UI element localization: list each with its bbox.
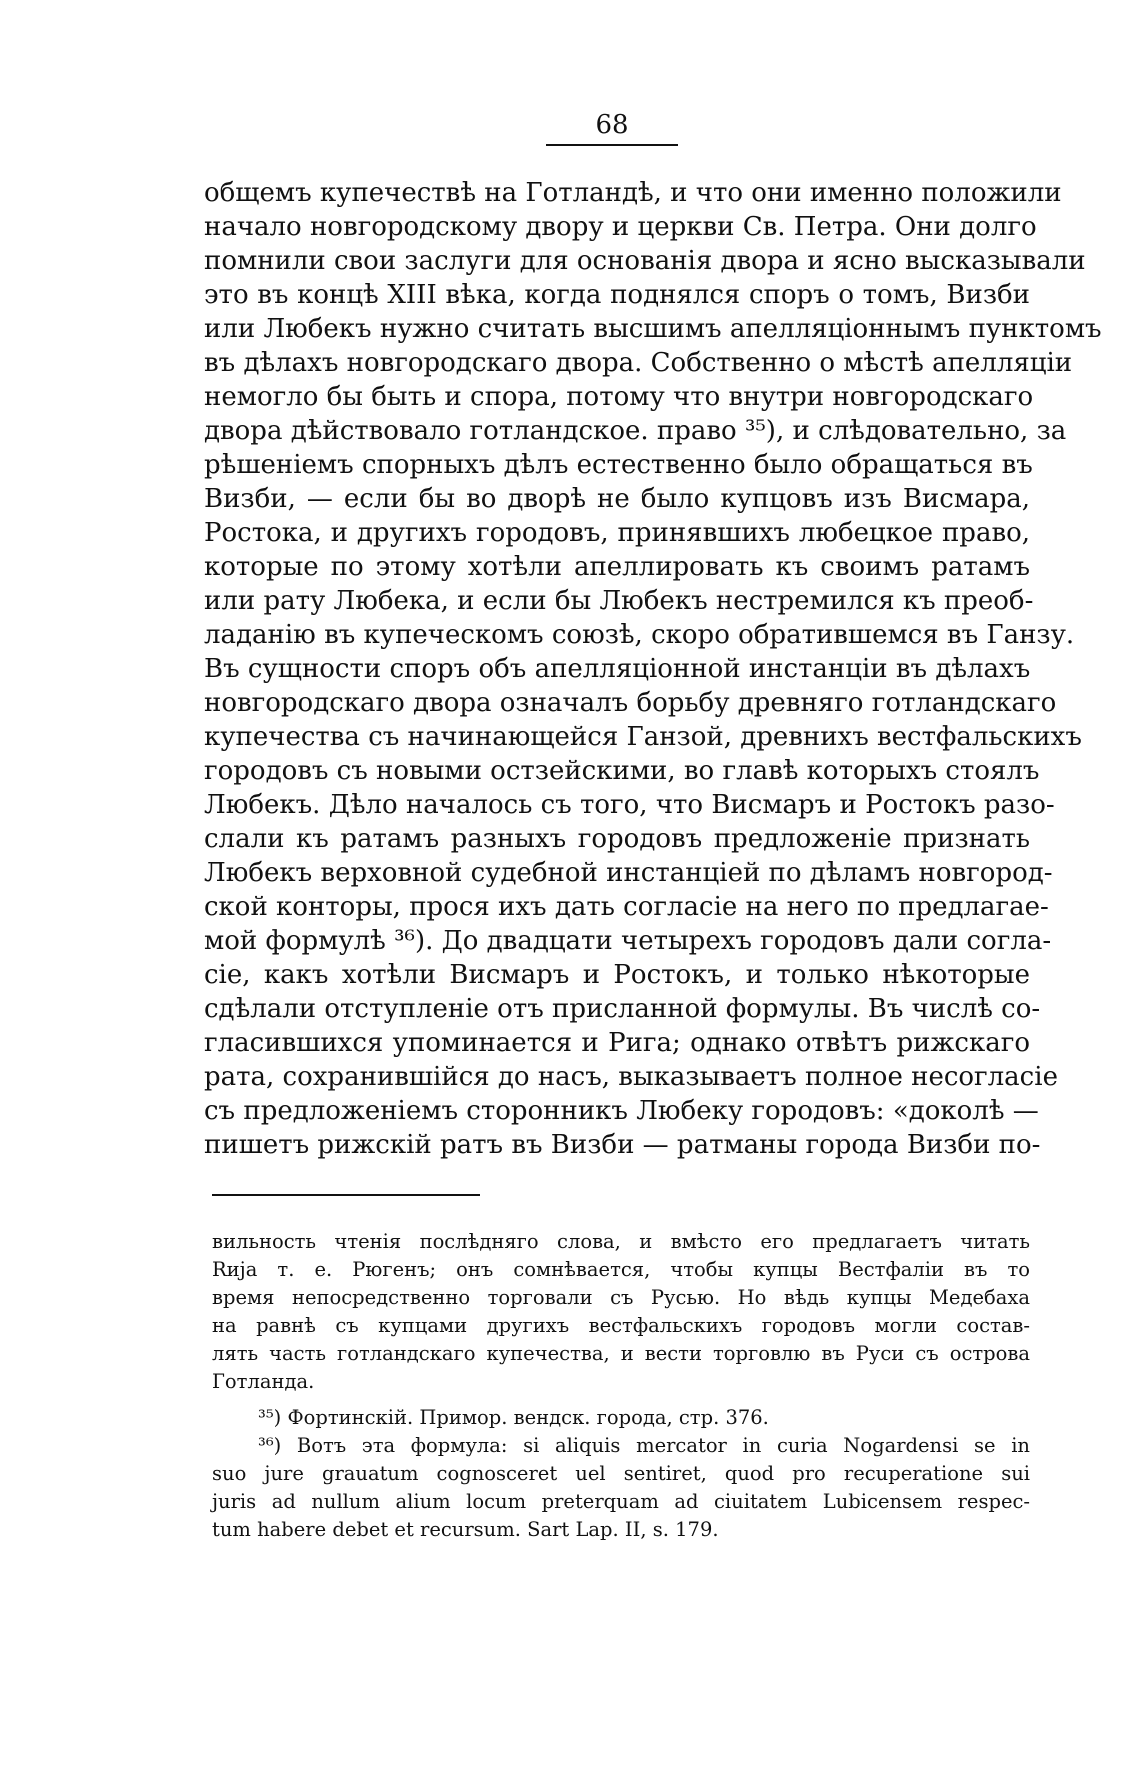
- text-line: Ростока, и другихъ городовъ, принявшихъ любецкое право,: [204, 518, 1030, 548]
- text-line: городовъ съ новыми остзейскими, во главѣ которыхъ стоялъ: [204, 756, 1040, 786]
- text-line: гласившихся упоминается и Рига; однако отвѣтъ рижскаго: [204, 1028, 1030, 1058]
- text-line: рата, сохранившійся до насъ, выказываетъ полное несогласіе: [204, 1062, 1058, 1092]
- text-line: мой формулѣ ³⁶). До двадцати четырехъ городовъ дали согла-: [204, 926, 1052, 956]
- footnote-line: лять часть готландскаго купечества, и вести торговлю въ Руси съ острова: [212, 1342, 1030, 1365]
- footnote-line: время непосредственно торговали съ Русью. Но вѣдь купцы Медебаха: [212, 1286, 1030, 1309]
- footnote-36-line: ³⁶) Вотъ эта формула: si aliquis mercator in curia Nogardensi se in: [258, 1434, 1030, 1457]
- text-line: пишетъ рижскій ратъ въ Визби — ратманы города Визби по-: [204, 1130, 1041, 1160]
- text-line: это въ концѣ XIII вѣка, когда поднялся споръ о томъ, Визби: [204, 280, 1030, 310]
- footnote-36-line: tum habere debet et recursum. Sart Lap. II, s. 179.: [212, 1518, 719, 1541]
- footnote-line: на равнѣ съ купцами другихъ вестфальскихъ городовъ могли состав-: [212, 1314, 1030, 1337]
- text-line: немогло бы быть и спора, потому что внутри новгородскаго: [204, 382, 1034, 412]
- text-line: Въ сущности споръ объ апелляціонной инстанціи въ дѣлахъ: [204, 654, 1031, 684]
- text-line: рѣшеніемъ спорныхъ дѣлъ естественно было обращаться въ: [204, 450, 1033, 480]
- footnote-35: ³⁵) Фортинскій. Примор. вендск. города, стр. 376.: [258, 1406, 769, 1429]
- text-line: въ дѣлахъ новгородскаго двора. Собственно о мѣстѣ апелляціи: [204, 348, 1073, 378]
- text-line: Любекъ. Дѣло началось съ того, что Висмаръ и Ростокъ разо-: [204, 790, 1055, 820]
- footnote-line: Готланда.: [212, 1370, 315, 1393]
- text-line: двора дѣйствовало готландское. право ³⁵), и слѣдовательно, за: [204, 416, 1067, 446]
- text-line: которые по этому хотѣли апеллировать къ своимъ ратамъ: [204, 552, 1030, 582]
- text-line: ской конторы, прося ихъ дать согласіе на него по предлагае-: [204, 892, 1049, 922]
- text-line: ладанію въ купеческомъ союзѣ, скоро обратившемся въ Ганзу.: [204, 620, 1075, 650]
- main-text: [204, 176, 1102, 1162]
- text-line: купечества съ начинающейся Ганзой, древнихъ вестфальскихъ: [204, 722, 1082, 752]
- footnote-line: Rиja т. е. Рюгенъ; онъ сомнѣвается, чтобы купцы Вестфаліи въ то: [212, 1258, 1030, 1281]
- text-line: Любекъ верховной судебной инстанціей по дѣламъ новгород-: [204, 858, 1053, 888]
- text-line: съ предложеніемъ сторонникъ Любеку городовъ: «доколѣ —: [204, 1096, 1039, 1126]
- text-line: помнили свои заслуги для основанія двора и ясно высказывали: [204, 246, 1086, 276]
- text-line: начало новгородскому двору и церкви Св. Петра. Они долго: [204, 212, 1037, 242]
- text-line: или Любекъ нужно считать высшимъ апелляціоннымъ пунктомъ: [204, 314, 1102, 344]
- text-line: общемъ купечествѣ на Готландѣ, и что они именно положили: [204, 178, 1062, 208]
- footnote-36-line: suo jure grauatum cognosceret uel sentiret, quod pro recuperatione sui: [212, 1462, 1030, 1485]
- text-line: сдѣлали отступленіе отъ присланной формулы. Въ числѣ со-: [204, 994, 1041, 1024]
- footnote-line: вильность чтенія послѣдняго слова, и вмѣсто его предлагаетъ читать: [212, 1230, 1030, 1253]
- text-line: новгородскаго двора означалъ борьбу древняго готландскаго: [204, 688, 1057, 718]
- text-line: Визби, — если бы во дворѣ не было купцовъ изъ Висмара,: [204, 484, 1030, 514]
- footnote-divider: [212, 1194, 480, 1196]
- text-line: слали къ ратамъ разныхъ городовъ предложеніе признать: [204, 824, 1030, 854]
- text-line: сіе, какъ хотѣли Висмаръ и Ростокъ, и только нѣкоторые: [204, 960, 1030, 990]
- text-line: или рату Любека, и если бы Любекъ нестремился къ преоб-: [204, 586, 1034, 616]
- page-number: 68: [546, 108, 678, 146]
- footnotes: [212, 1228, 1030, 1544]
- footnote-36-line: juris ad nullum alium locum preterquam ad ciuitatem Lubicensem respec-: [212, 1490, 1030, 1513]
